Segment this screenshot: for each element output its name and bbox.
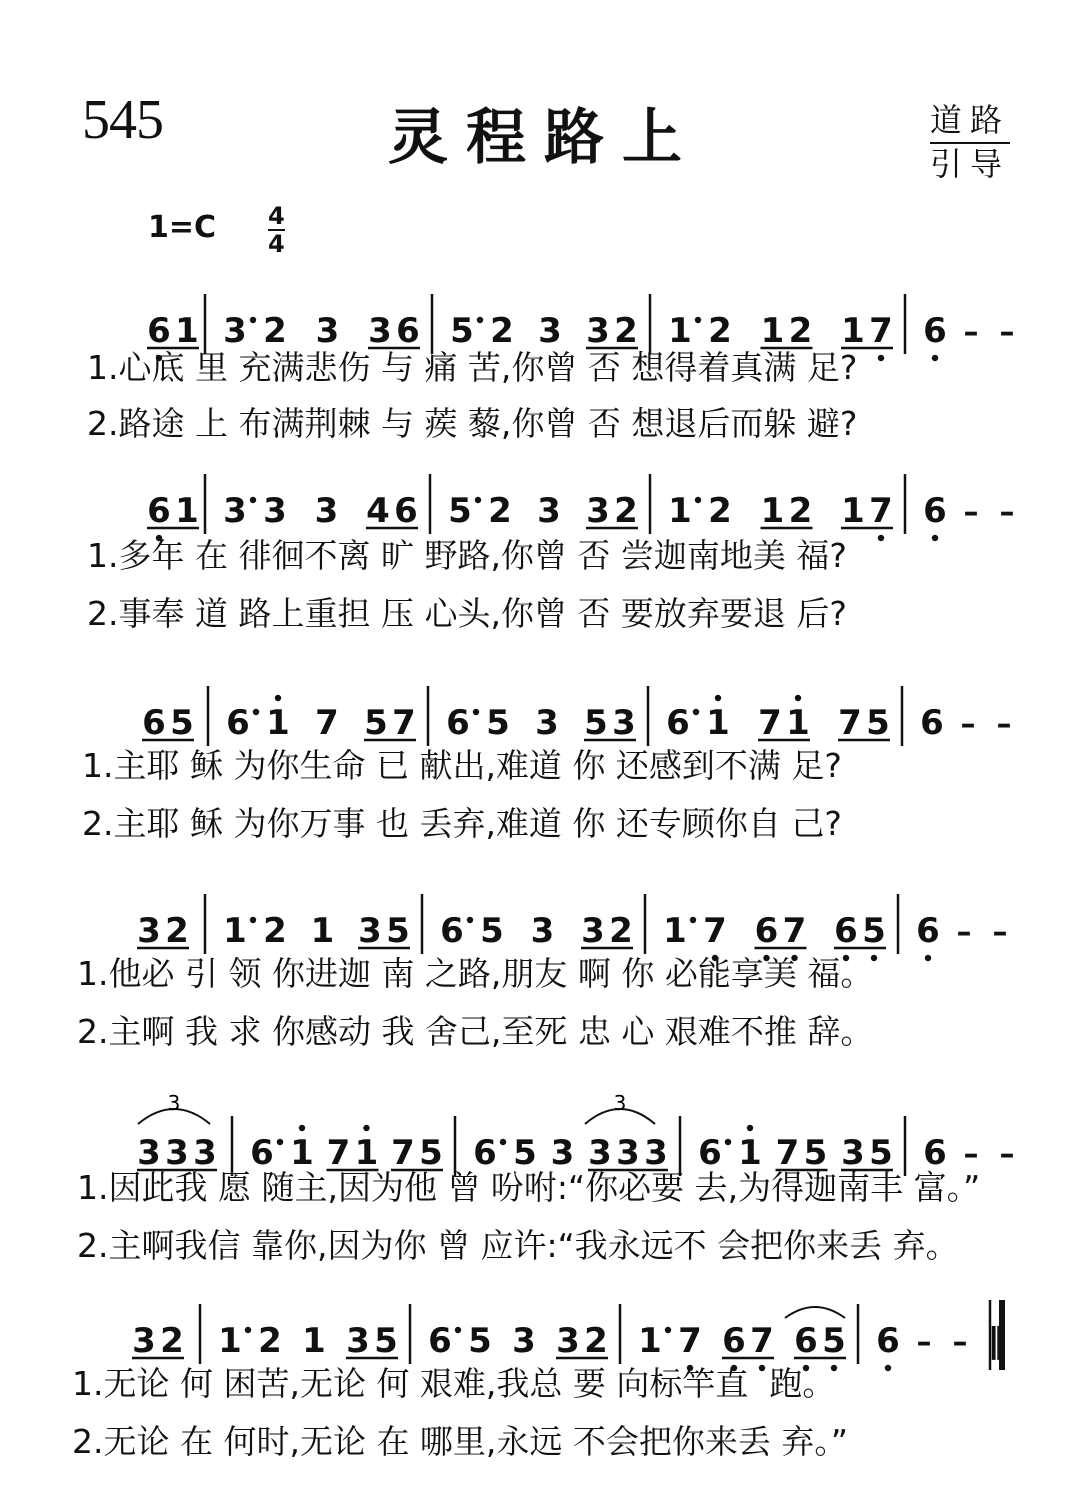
augmentation-dot [695, 317, 701, 323]
note: 2 [609, 911, 633, 951]
lyric-line: 2.路途 上 布满荆棘 与 蒺 藜,你曾 否 想退后而躲 避? [87, 404, 858, 443]
augmentation-dot [500, 1139, 506, 1145]
time-signature-top: 4 [268, 202, 285, 230]
note: 7 [326, 1133, 351, 1173]
hold-dash: – [999, 495, 1015, 530]
note: 3 [368, 311, 392, 351]
note: 3 [841, 1133, 865, 1173]
octave-high-dot [275, 695, 281, 701]
note: 1 [706, 703, 730, 743]
hold-dash: – [999, 1137, 1015, 1172]
note: 3 [537, 491, 561, 531]
hold-dash: – [963, 315, 979, 350]
note: 3 [137, 1133, 161, 1173]
note: 6 [250, 1133, 274, 1173]
note: 1 [354, 1133, 379, 1173]
note: 3 [223, 311, 247, 351]
octave-high-dot [299, 1125, 305, 1131]
note: 3 [137, 911, 161, 951]
hold-dash: – [956, 915, 972, 950]
note: 1 [310, 911, 335, 951]
augmentation-dot [467, 917, 473, 923]
note: 2 [708, 491, 732, 531]
note: 5 [869, 1133, 893, 1173]
note: 1 [638, 1321, 662, 1361]
note: 2 [490, 311, 514, 351]
note: 6 [794, 1321, 818, 1361]
key-signature: 1=C [148, 210, 217, 245]
note: 6 [473, 1133, 497, 1173]
hold-dash: – [999, 315, 1015, 350]
note: 5 [170, 703, 194, 743]
note: 3 [165, 1133, 189, 1173]
augmentation-dot [690, 917, 696, 923]
augmentation-dot [250, 317, 256, 323]
note: 5 [822, 1321, 846, 1361]
note: 3 [132, 1321, 156, 1361]
note: 6 [923, 1133, 947, 1173]
lyric-line: 2.事奉 道 路上重担 压 心头,你曾 否 要放弃要退 后? [87, 594, 847, 633]
note: 5 [866, 703, 890, 743]
note: 5 [862, 911, 886, 951]
note: 7 [775, 1133, 800, 1173]
note: 6 [923, 491, 947, 531]
note: 3 [530, 911, 555, 951]
hold-dash: – [996, 707, 1012, 742]
note: 1 [302, 1321, 326, 1361]
note: 6 [394, 491, 418, 531]
note: 7 [392, 703, 416, 743]
lyric-line: 2.主啊我信 靠你,因为你 曾 应许:“我永远不 会把你来丢 弃。 [77, 1226, 959, 1265]
lyric-line: 2.主耶 稣 为你万事 也 丢弃,难道 你 还专顾你自 己? [82, 804, 842, 843]
note: 5 [374, 1321, 398, 1361]
augmentation-dot [473, 709, 479, 715]
note: 2 [614, 491, 638, 531]
lyric-line: 1.心底 里 充满悲伤 与 痛 苦,你曾 否 想得着真满 足? [87, 348, 858, 387]
hold-dash: – [963, 1137, 979, 1172]
note: 7 [869, 311, 893, 351]
note: 3 [616, 1133, 640, 1173]
note: 2 [708, 311, 732, 351]
note: 1 [266, 703, 290, 743]
note: 3 [358, 911, 382, 951]
note: 7 [391, 1133, 415, 1173]
note: 1 [218, 1321, 242, 1361]
octave-low-dot [932, 535, 938, 541]
augmentation-dot [693, 709, 699, 715]
note: 2 [584, 1321, 608, 1361]
note: 3 [556, 1321, 580, 1361]
augmentation-dot [725, 1139, 731, 1145]
octave-high-dot [747, 1125, 753, 1131]
note: 6 [147, 491, 171, 531]
augmentation-dot [250, 917, 256, 923]
note: 3 [315, 311, 340, 351]
note: 6 [147, 311, 171, 351]
augmentation-dot [695, 497, 701, 503]
note: 6 [428, 1321, 452, 1361]
note: 4 [366, 491, 390, 531]
triplet-mark: 3 [613, 1091, 627, 1115]
note: 1 [668, 491, 692, 531]
note: 3 [538, 311, 562, 351]
note: 6 [666, 703, 690, 743]
hold-dash: – [992, 915, 1008, 950]
note: 3 [588, 1133, 612, 1173]
note: 7 [838, 703, 862, 743]
hymn-number: 545 [82, 89, 163, 151]
augmentation-dot [253, 709, 259, 715]
augmentation-dot [245, 1327, 251, 1333]
category-line-1: 道路 [930, 100, 1010, 144]
note: 3 [346, 1321, 370, 1361]
augmentation-dot [665, 1327, 671, 1333]
note: ‖ [987, 1321, 1005, 1361]
note: 5 [584, 703, 608, 743]
lyric-line: 1.因此我 愿 随主,因为他 曾 吩咐:“你必要 去,为得迦南丰 富。” [77, 1168, 981, 1207]
note: 1 [175, 491, 199, 531]
note: 1 [175, 311, 199, 351]
hold-dash: – [916, 1325, 932, 1360]
note: 5 [448, 491, 472, 531]
note: 7 [782, 911, 807, 951]
lyric-line: 1.无论 何 困苦,无论 何 艰难,我总 要 向标竿直 跑。 [72, 1364, 836, 1403]
note: 5 [450, 311, 474, 351]
augmentation-dot [455, 1327, 461, 1333]
note: 5 [364, 703, 388, 743]
note: 6 [722, 1321, 746, 1361]
note: 6 [834, 911, 858, 951]
octave-low-dot [925, 955, 931, 961]
note: 2 [263, 911, 287, 951]
note: 6 [440, 911, 464, 951]
note: 2 [160, 1321, 184, 1361]
lyric-line: 1.主耶 稣 为你生命 已 献出,难道 你 还感到不满 足? [82, 746, 842, 785]
note: 1 [663, 911, 687, 951]
note: 7 [750, 1321, 774, 1361]
note: 2 [788, 491, 813, 531]
octave-low-dot [932, 355, 938, 361]
note: 3 [586, 491, 610, 531]
augmentation-dot [250, 497, 256, 503]
time-signature-bottom: 4 [268, 230, 285, 258]
note: 3 [535, 703, 559, 743]
note: 2 [263, 311, 287, 351]
note: 6 [923, 311, 947, 351]
lyric-line: 1.他必 引 领 你进迦 南 之路,朋友 啊 你 必能享美 福。 [77, 954, 874, 993]
note: 6 [446, 703, 470, 743]
note: 5 [513, 1133, 537, 1173]
note: 6 [226, 703, 250, 743]
note: 6 [876, 1321, 900, 1361]
note: 6 [698, 1133, 722, 1173]
hold-dash: – [960, 707, 976, 742]
note: 1 [668, 311, 692, 351]
octave-high-dot [795, 695, 801, 701]
hold-dash: – [963, 495, 979, 530]
note: 7 [678, 1321, 702, 1361]
category-line-2: 引导 [930, 145, 1011, 183]
augmentation-dot [477, 317, 483, 323]
octave-low-dot [878, 535, 884, 541]
note: 7 [869, 491, 893, 531]
note: 2 [614, 311, 638, 351]
note: 3 [612, 703, 636, 743]
note: 3 [586, 311, 610, 351]
augmentation-dot [475, 497, 481, 503]
note: 1 [223, 911, 247, 951]
note: 5 [468, 1321, 492, 1361]
note: 3 [644, 1133, 668, 1173]
triplet-mark: 3 [167, 1091, 181, 1115]
note: 5 [486, 703, 510, 743]
note: 2 [165, 911, 189, 951]
score-system-3 [142, 686, 1012, 746]
note: 1 [786, 703, 810, 743]
lyric-line: 2.无论 在 何时,无论 在 哪里,永远 不会把你来丢 弃。” [72, 1422, 848, 1461]
note: 3 [512, 1321, 536, 1361]
octave-low-dot [885, 1365, 891, 1371]
note: 3 [223, 491, 247, 531]
song-title: 灵程路上 [388, 103, 700, 173]
note: 3 [581, 911, 605, 951]
augmentation-dot [277, 1139, 283, 1145]
note: 1 [760, 311, 785, 351]
note: 2 [488, 491, 512, 531]
note: 7 [703, 911, 727, 951]
note: 2 [788, 311, 813, 351]
note: 5 [419, 1133, 443, 1173]
lyric-line: 2.主啊 我 求 你感动 我 舍己,至死 忠 心 艰难不推 辞。 [77, 1012, 874, 1051]
note: 1 [738, 1133, 762, 1173]
note: 3 [314, 491, 339, 531]
note: 3 [263, 491, 287, 531]
octave-high-dot [715, 695, 721, 701]
note: 2 [258, 1321, 282, 1361]
note: 7 [758, 703, 782, 743]
note: 6 [754, 911, 779, 951]
octave-low-dot [878, 355, 884, 361]
note: 7 [315, 703, 339, 743]
note: 1 [841, 311, 865, 351]
note: 1 [760, 491, 785, 531]
hold-dash: – [952, 1325, 968, 1360]
note: 6 [920, 703, 944, 743]
note: 6 [142, 703, 166, 743]
lyric-line: 1.多年 在 徘徊不离 旷 野路,你曾 否 尝迦南地美 福? [87, 536, 847, 575]
note: 6 [396, 311, 420, 351]
note: 3 [550, 1133, 575, 1173]
octave-high-dot [363, 1125, 369, 1131]
note: 5 [803, 1133, 828, 1173]
slur [785, 1307, 845, 1318]
note: 3 [193, 1133, 217, 1173]
note: 1 [841, 491, 865, 531]
note: 5 [480, 911, 504, 951]
note: 1 [290, 1133, 314, 1173]
note: 5 [386, 911, 410, 951]
note: 6 [916, 911, 940, 951]
